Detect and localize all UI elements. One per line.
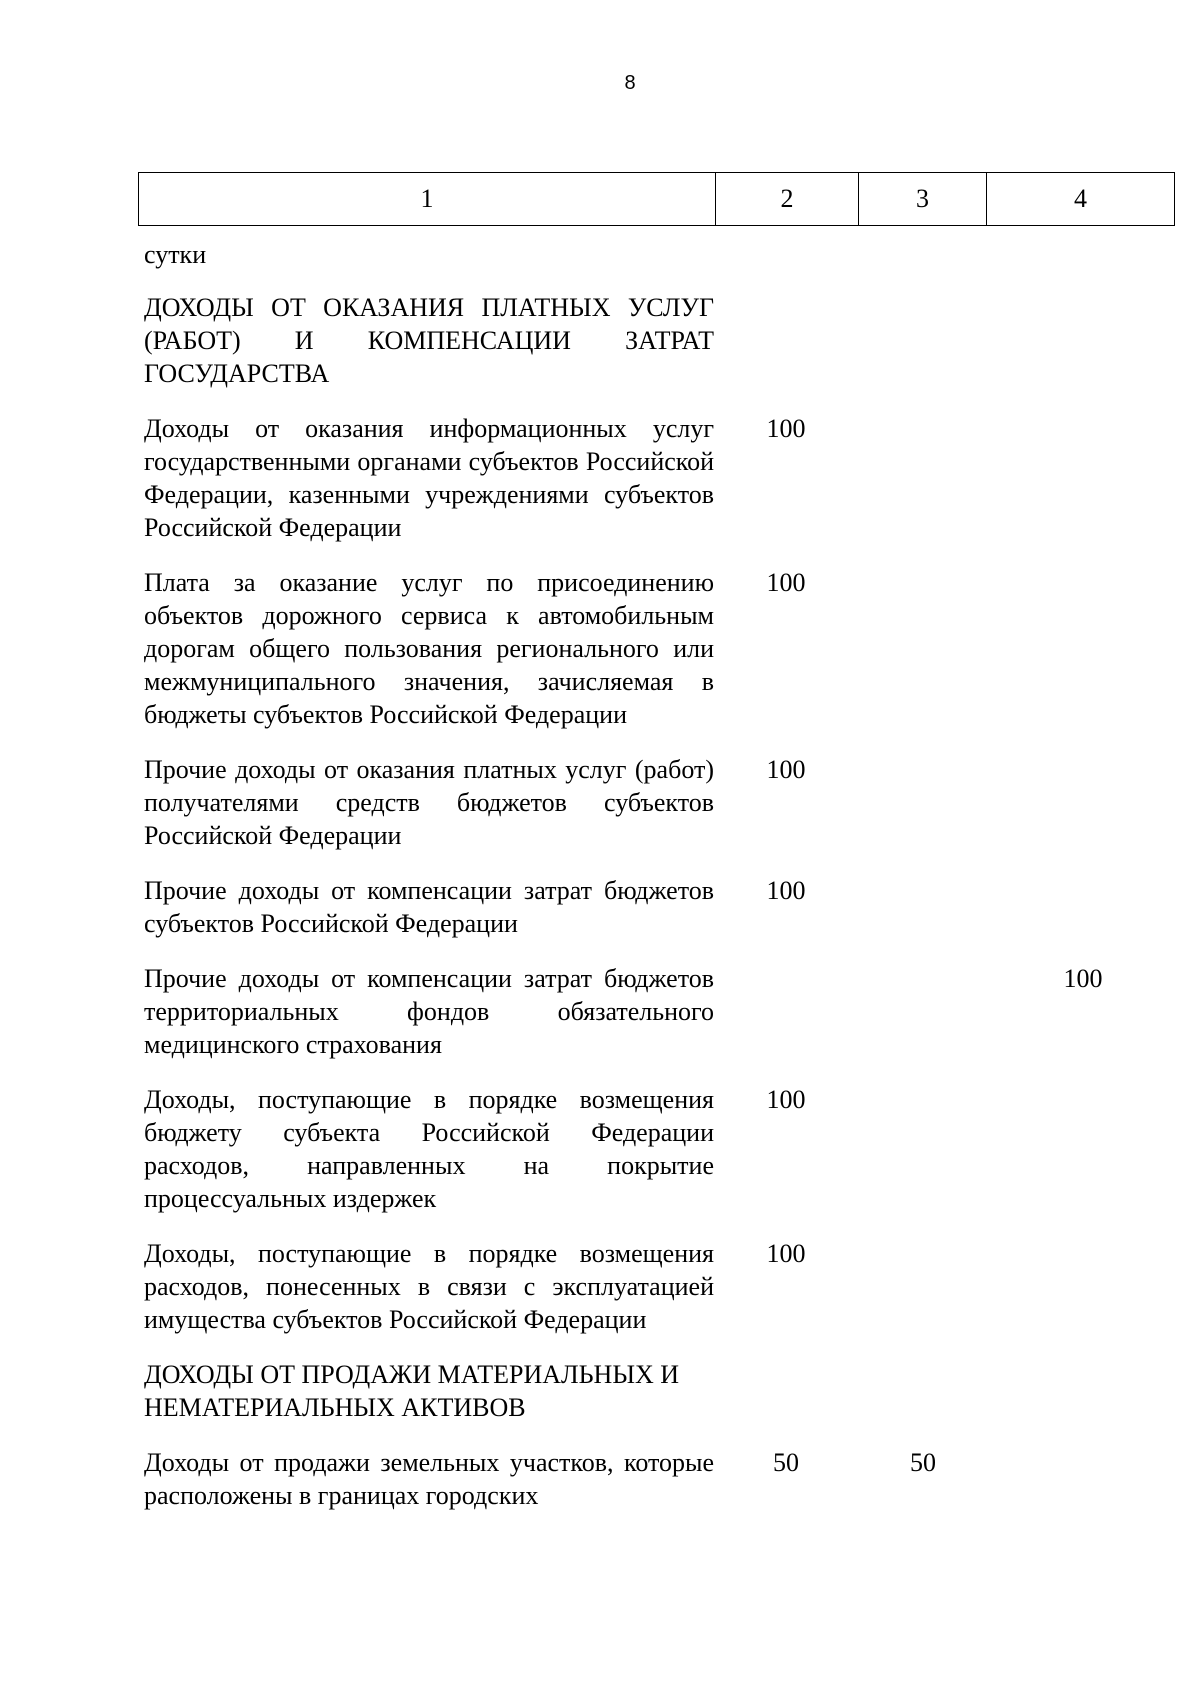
column-header-3: 3 (859, 173, 987, 226)
row-col4-value: 100 (1063, 964, 1103, 993)
row-label: Доходы, поступающие в порядке возмещения расходов, понесенных в связи с эксплуатацией имущества субъектов Российской Федерации (144, 1239, 714, 1334)
row-col2-value: 100 (766, 414, 806, 443)
section-heading: ДОХОДЫ ОТ ПРОДАЖИ МАТЕРИАЛЬНЫХ И НЕМАТЕРИАЛЬНЫХ АКТИВОВ (144, 1360, 680, 1422)
table-row (144, 238, 1178, 271)
row-col2-value: 100 (766, 876, 806, 905)
row-col3-value: 50 (910, 1448, 936, 1477)
row-label: Прочие доходы от компенсации затрат бюджетов территориальных фондов обязательного медицинского страхования (144, 964, 714, 1059)
row-label: Доходы от оказания информационных услуг государственными органами субъектов Российской Федерации, казенными учреждениями субъектов Российской Федерации (144, 414, 714, 542)
table-row (144, 1237, 1178, 1336)
table-row (144, 1083, 1178, 1215)
table-row (144, 412, 1178, 544)
row-col2-value: 100 (766, 1085, 806, 1114)
row-label: сутки (144, 240, 207, 269)
page-number: 8 (624, 72, 636, 94)
column-header-table (138, 172, 1175, 226)
row-col2-value: 50 (773, 1448, 799, 1477)
row-label: Плата за оказание услуг по присоединению объектов дорожного сервиса к автомобильным дорогам общего пользования регионального или межмуниципального значения, зачисляемая в бюджеты субъектов Российской Федерации (144, 568, 714, 729)
row-label: Доходы от продажи земельных участков, которые расположены в границах городских (144, 1448, 714, 1510)
column-header-4: 4 (987, 173, 1175, 226)
table-row (144, 753, 1178, 852)
table-row (144, 566, 1178, 731)
row-col2-value: 100 (766, 1239, 806, 1268)
table-row-section-heading (144, 1358, 1178, 1424)
table-row (144, 962, 1178, 1061)
row-col2-value: 100 (766, 755, 806, 784)
table-body (144, 238, 1178, 1534)
row-label: Прочие доходы от компенсации затрат бюджетов субъектов Российской Федерации (144, 876, 714, 938)
row-col2-value: 100 (766, 568, 806, 597)
column-header-1: 1 (139, 173, 716, 226)
row-label: Доходы, поступающие в порядке возмещения бюджету субъекта Российской Федерации расходов, направленных на покрытие процессуальных издержек (144, 1085, 714, 1213)
row-label: Прочие доходы от оказания платных услуг (работ) получателями средств бюджетов субъектов Российской Федерации (144, 755, 714, 850)
table-row (144, 1446, 1178, 1512)
table-row-section-heading (144, 291, 1178, 390)
table-row (144, 874, 1178, 940)
section-heading: ДОХОДЫ ОТ ОКАЗАНИЯ ПЛАТНЫХ УСЛУГ (РАБОТ) И КОМПЕНСАЦИИ ЗАТРАТ ГОСУДАРСТВА (144, 293, 714, 388)
column-header-2: 2 (716, 173, 859, 226)
column-header-row (139, 173, 1175, 226)
